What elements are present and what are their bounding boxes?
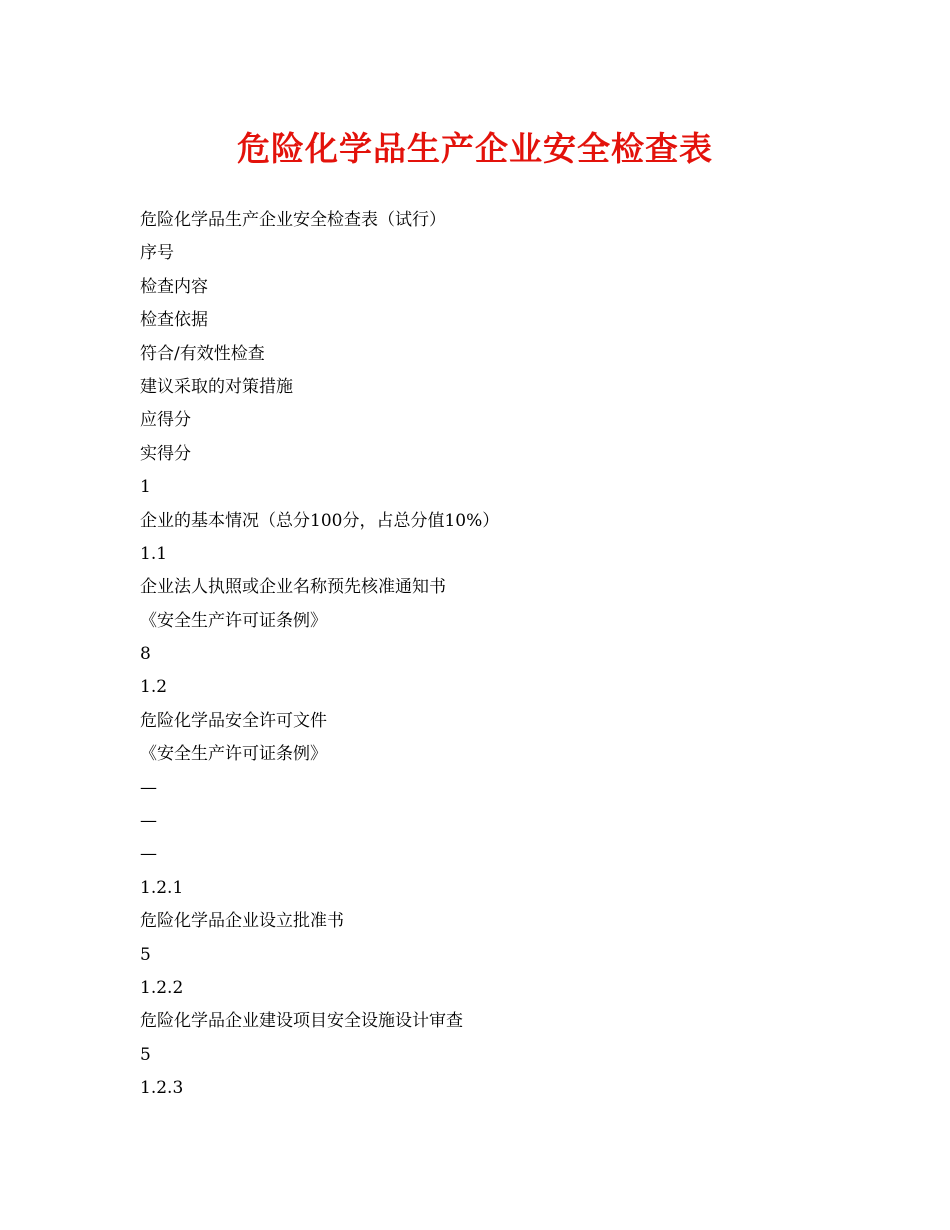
text-line: 危险化学品企业建设项目安全设施设计审查 [140, 1011, 463, 1032]
text-line: 危险化学品安全许可文件 [140, 710, 327, 731]
text-line: — [140, 844, 157, 865]
text-line: 1.1 [140, 543, 168, 564]
text-line: 1.2 [140, 677, 168, 698]
text-line: 1.2.3 [140, 1078, 184, 1099]
text-line: 5 [140, 944, 151, 965]
text-line: 企业法人执照或企业名称预先核准通知书 [140, 577, 446, 598]
text-line: 企业的基本情况（总分100分，占总分值10%） [140, 510, 500, 531]
text-line: 1.2.1 [140, 877, 184, 898]
text-line: — [140, 777, 157, 798]
text-line: 检查内容 [140, 276, 208, 297]
document-body [140, 204, 840, 1106]
text-line: 应得分 [140, 410, 191, 431]
text-line: 危险化学品生产企业安全检查表（试行） [140, 210, 446, 230]
text-line: 8 [140, 644, 151, 665]
text-line: 实得分 [140, 443, 191, 464]
document-title: 危险化学品生产企业安全检查表 [237, 129, 713, 168]
text-line: — [140, 811, 157, 832]
text-line: 《安全生产许可证条例》 [140, 744, 327, 765]
text-line: 危险化学品企业设立批准书 [140, 911, 344, 932]
text-line: 检查依据 [140, 310, 208, 331]
text-line: 1 [140, 477, 151, 498]
text-line: 1.2.2 [140, 977, 184, 998]
text-line: 5 [140, 1044, 151, 1065]
text-line: 建议采取的对策措施 [140, 376, 293, 397]
text-line: 《安全生产许可证条例》 [140, 610, 327, 631]
text-line: 序号 [140, 243, 174, 264]
text-line: 符合/有效性检查 [140, 343, 265, 364]
